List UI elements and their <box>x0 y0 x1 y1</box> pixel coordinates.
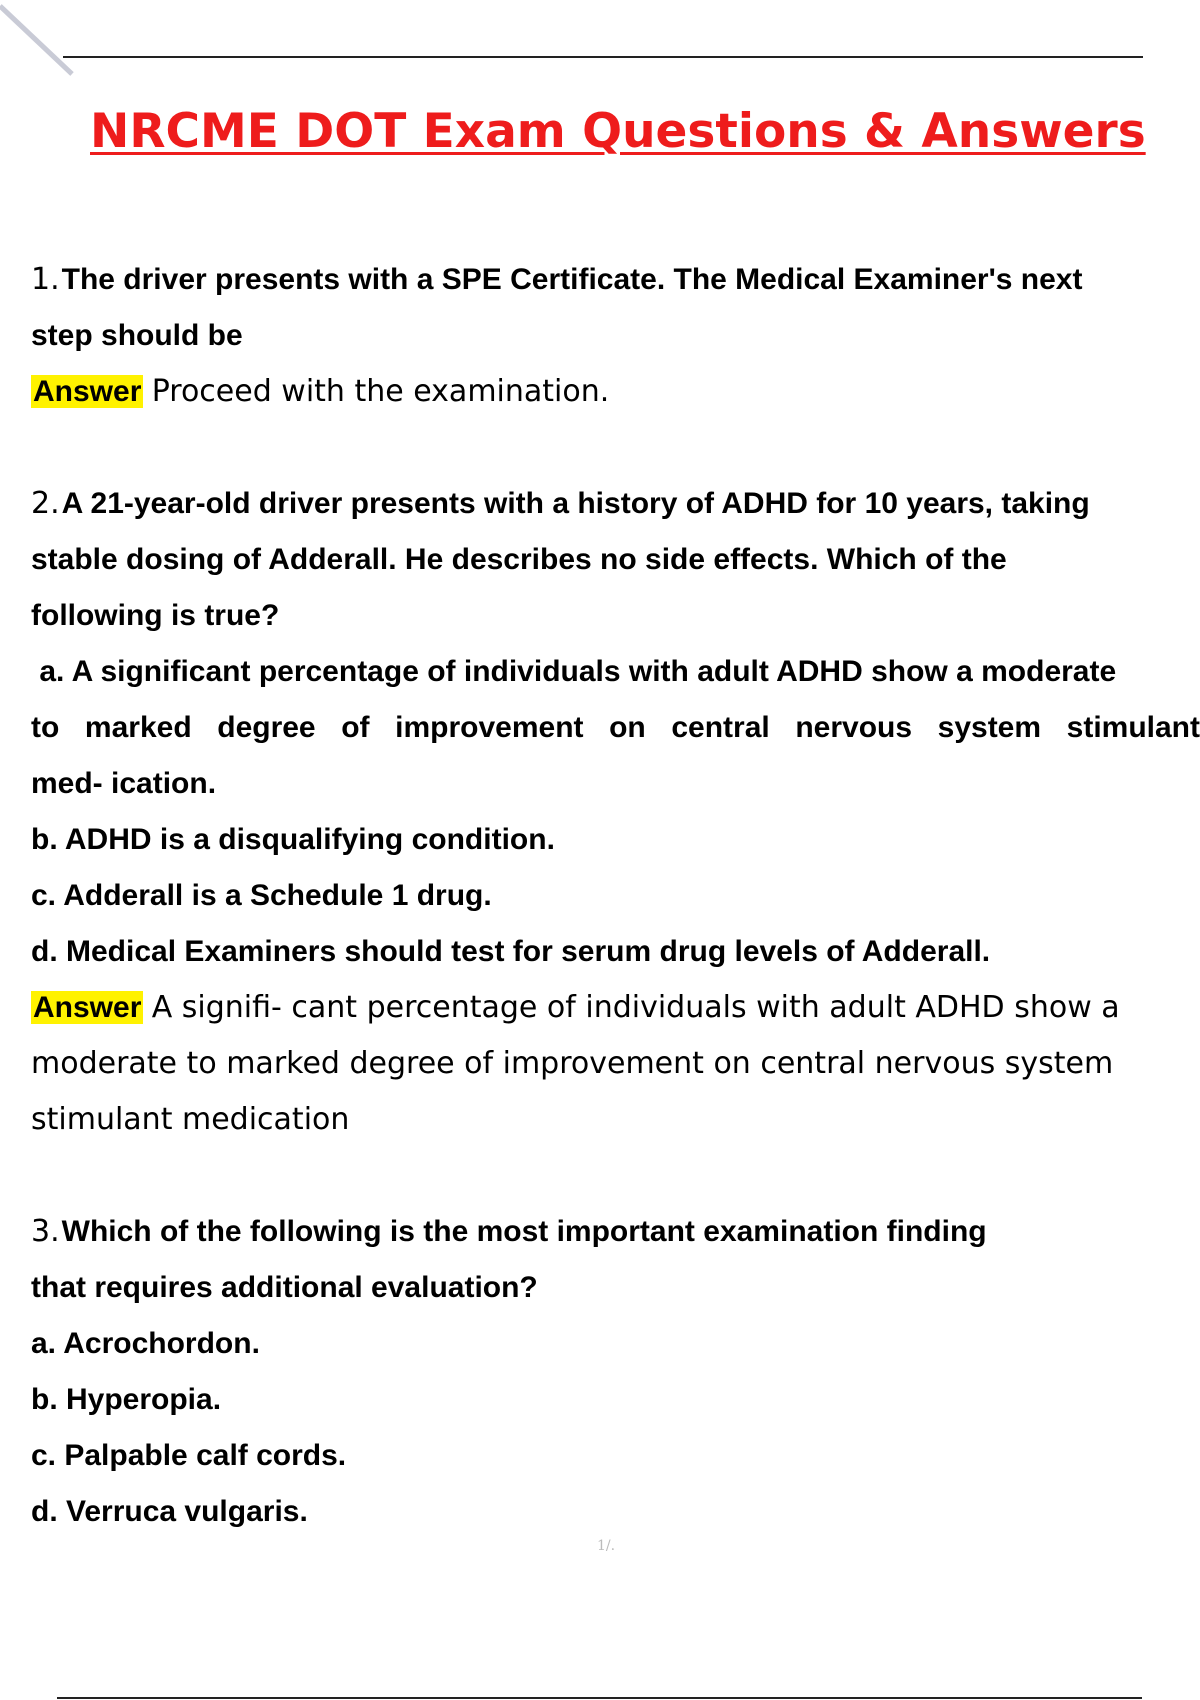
option-a: a. Acrochordon. <box>31 1327 260 1360</box>
answer-text: Proceed with the examination. <box>151 374 610 409</box>
question-number: 2. <box>31 486 60 521</box>
question-1 <box>31 252 1200 420</box>
top-rule <box>63 56 1143 58</box>
spacer <box>31 420 1200 476</box>
answer-line <box>31 364 1200 420</box>
question-line: stable dosing of Adderall. He describes no side effects. Which of the <box>31 543 1007 576</box>
bottom-rule <box>57 1697 1142 1699</box>
option-c: c. Palpable calf cords. <box>31 1439 347 1472</box>
question-2 <box>31 476 1200 1148</box>
answer-line <box>31 980 1200 1036</box>
question-number: 3. <box>31 1214 60 1249</box>
question-line: 1.The driver presents with a SPE Certificate. The Medical Examiner's next <box>31 262 1083 297</box>
question-line: that requires additional evaluation? <box>31 1271 538 1304</box>
question-number: 1. <box>31 262 60 297</box>
option-d: d. Medical Examiners should test for serum drug levels of Adderall. <box>31 935 991 968</box>
option-d: d. Verruca vulgaris. <box>31 1495 308 1528</box>
answer-text: A signifi- cant percentage of individuals with adult ADHD show a <box>151 990 1120 1025</box>
option-b: b. ADHD is a disqualifying condition. <box>31 823 555 856</box>
answer-text: moderate to marked degree of improvement on central nervous system <box>31 1046 1114 1081</box>
question-line: 2.A 21-year-old driver presents with a history of ADHD for 10 years, taking <box>31 486 1090 521</box>
question-line: 3.Which of the following is the most important examination finding <box>31 1214 987 1249</box>
option-line: a. A significant percentage of individuals with adult ADHD show a moderate <box>31 655 1117 688</box>
answer-label: Answer <box>33 991 142 1024</box>
option-b: b. Hyperopia. <box>31 1383 222 1416</box>
question-line: following is true? <box>31 599 280 632</box>
question-3 <box>31 1204 1200 1540</box>
page-corner-mark <box>0 0 80 80</box>
document-title: NRCME DOT Exam Questions & Answers <box>90 104 1146 159</box>
option-c: c. Adderall is a Schedule 1 drug. <box>31 879 492 912</box>
spacer <box>31 1148 1200 1204</box>
document-body <box>31 252 1200 1540</box>
answer-label: Answer <box>33 375 142 408</box>
question-line: step should be <box>31 319 243 352</box>
page-number: 1/. <box>597 1538 616 1554</box>
answer-text: stimulant medication <box>31 1102 350 1137</box>
option-line: to marked degree of improvement on central nervous system stimulant <box>31 711 1200 744</box>
option-line: med- ication. <box>31 767 217 800</box>
